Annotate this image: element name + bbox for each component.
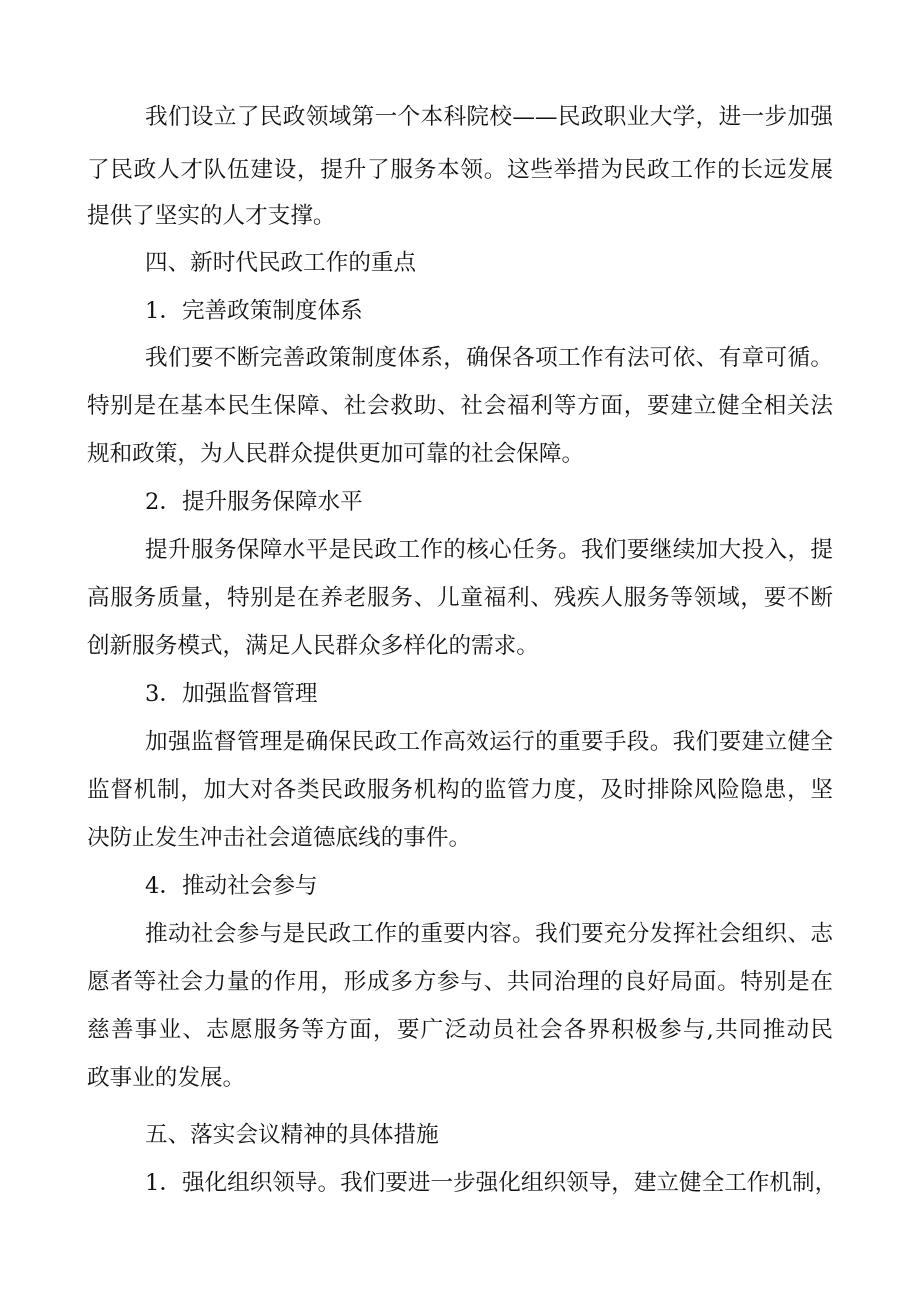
paragraph-line: 特别是在基本民生保障、社会救助、社会福利等方面，要建立健全相关法 xyxy=(87,393,833,419)
paragraph-line: 我们要不断完善政策制度体系，确保各项工作有法可依、有章可循。 xyxy=(145,345,833,371)
subsection-title: 3．加强监督管理 xyxy=(145,681,318,707)
paragraph-line: 政事业的发展。 xyxy=(87,1065,246,1091)
paragraph-line: 我们设立了民政领域第一个本科院校——民政职业大学，进一步加强 xyxy=(145,104,833,130)
section-heading: 五、落实会议精神的具体措施 xyxy=(145,1122,439,1148)
subsection-title: 4．推动社会参与 xyxy=(145,873,318,899)
section-heading: 四、新时代民政工作的重点 xyxy=(145,250,417,276)
paragraph-line: 创新服务模式，满足人民群众多样化的需求。 xyxy=(87,633,539,659)
subsection-title: 1．完善政策制度体系 xyxy=(145,298,363,324)
paragraph-line: 监督机制，加大对各类民政服务机构的监管力度，及时排除风险隐患，坚 xyxy=(87,777,833,803)
paragraph-line: 决防止发生冲击社会道德底线的事件。 xyxy=(87,825,472,851)
paragraph-line: 了民政人才队伍建设，提升了服务本领。这些举措为民政工作的长远发展 xyxy=(87,157,833,183)
paragraph-line: 1．强化组织领导。我们要进一步强化组织领导，建立健全工作机制， xyxy=(145,1170,838,1196)
paragraph-line: 提升服务保障水平是民政工作的核心任务。我们要继续加大投入，提 xyxy=(145,537,833,563)
paragraph-line: 加强监督管理是确保民政工作高效运行的重要手段。我们要建立健全 xyxy=(145,729,833,755)
paragraph-line: 推动社会参与是民政工作的重要内容。我们要充分发挥社会组织、志 xyxy=(145,921,833,947)
paragraph-line: 慈善事业、志愿服务等方面，要广泛动员社会各界积极参与,共同推动民 xyxy=(87,1017,833,1043)
paragraph-line: 高服务质量，特别是在养老服务、儿童福利、残疾人服务等领域，要不断 xyxy=(87,585,833,611)
paragraph-line: 愿者等社会力量的作用，形成多方参与、共同治理的良好局面。特别是在 xyxy=(87,969,833,995)
subsection-title: 2．提升服务保障水平 xyxy=(145,489,363,515)
paragraph-line: 提供了坚实的人才支撑。 xyxy=(87,203,336,229)
paragraph-line: 规和政策，为人民群众提供更加可靠的社会保障。 xyxy=(87,441,585,467)
